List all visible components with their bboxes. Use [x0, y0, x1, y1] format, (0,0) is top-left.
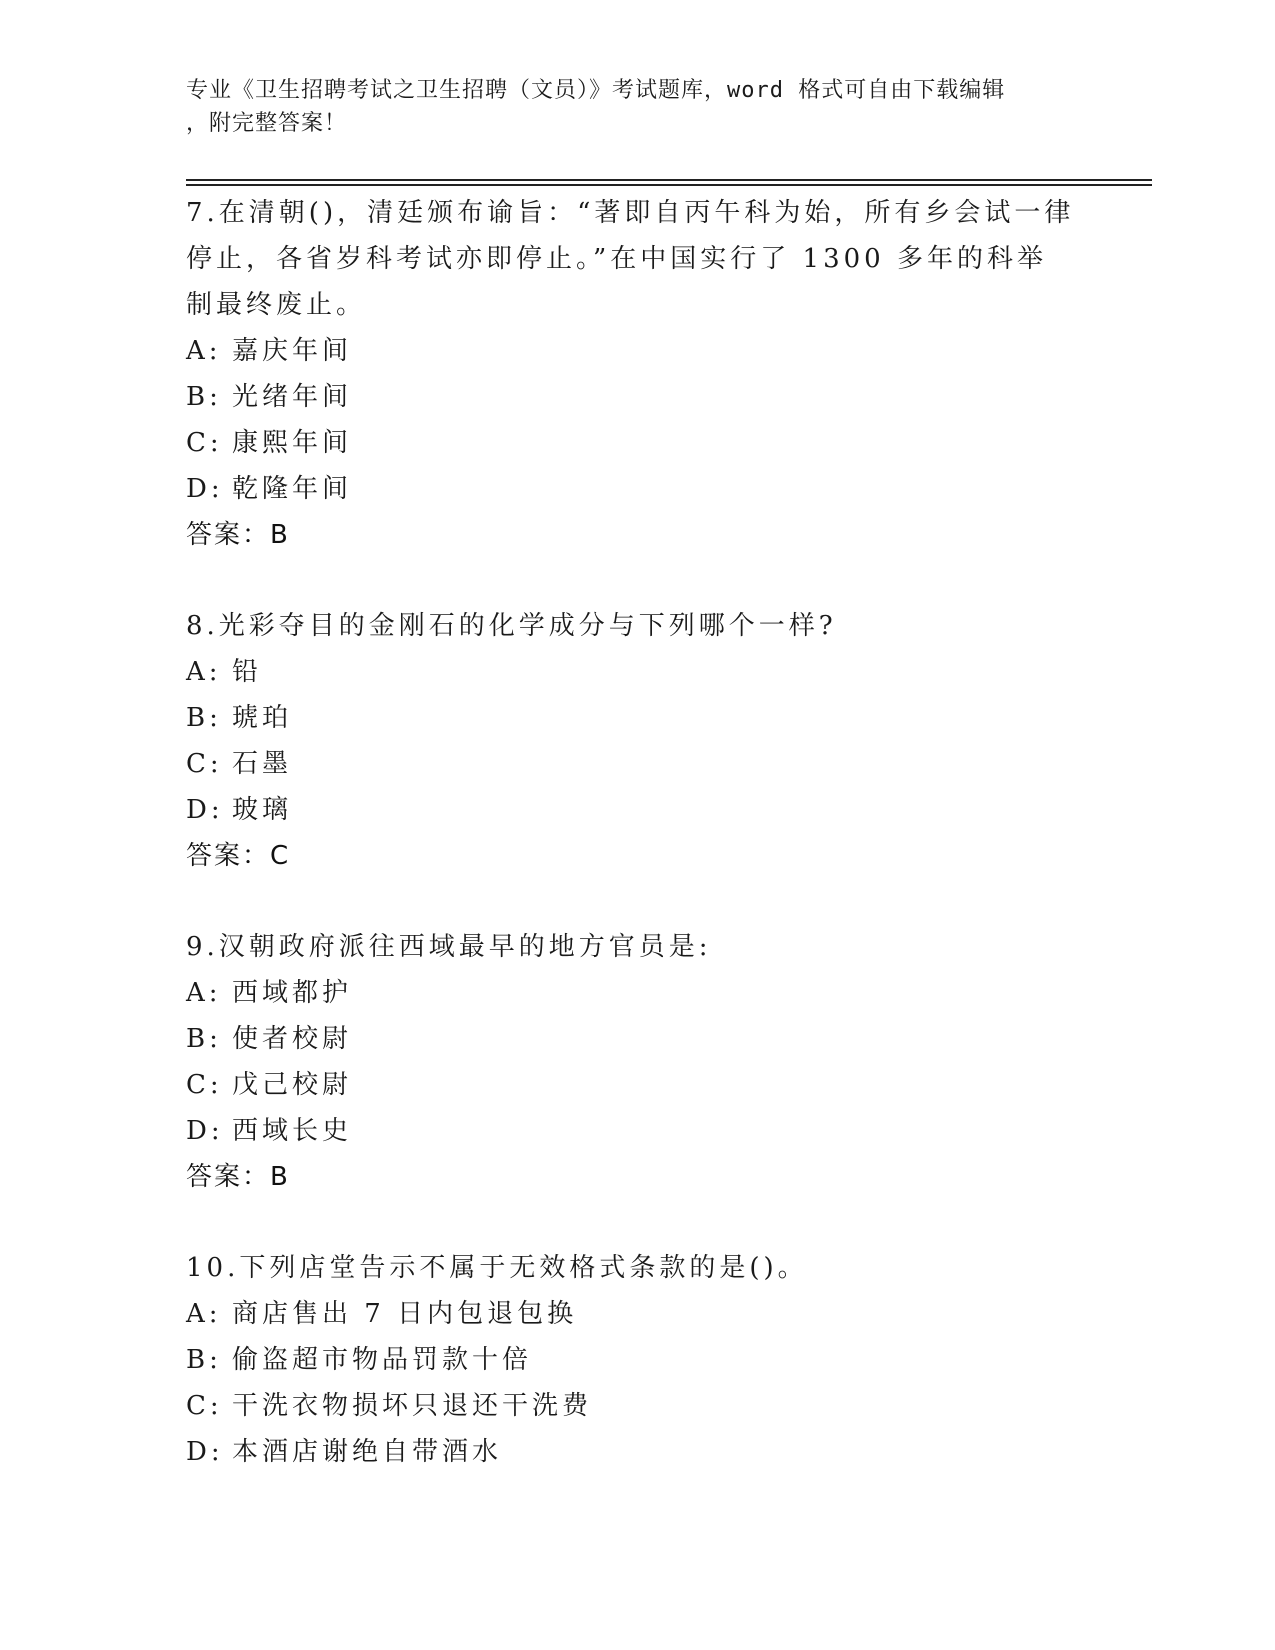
header-divider-bottom — [186, 184, 1152, 186]
option-label: 康熙年间 — [232, 428, 353, 458]
option-label: 乾隆年间 — [232, 474, 353, 504]
option-key: C: — [186, 749, 223, 779]
option-key: B: — [186, 703, 222, 733]
option-key: A: — [186, 978, 222, 1008]
option-key: D: — [186, 474, 224, 504]
question-8 — [186, 603, 1086, 879]
question-list — [186, 190, 1086, 1475]
option-c — [186, 741, 1086, 787]
answer-text: 答案：B — [186, 520, 290, 550]
answer-text: 答案：C — [186, 841, 291, 871]
option-b — [186, 1337, 1086, 1383]
question-10 — [186, 1245, 1086, 1475]
question-spacer — [186, 558, 1086, 603]
option-a — [186, 649, 1086, 695]
option-label: 戊己校尉 — [232, 1070, 353, 1100]
option-c — [186, 1383, 1086, 1429]
option-key: A: — [186, 1299, 222, 1329]
option-b — [186, 1016, 1086, 1062]
header-line-2: ，附完整答案！ — [186, 111, 348, 136]
option-label: 使者校尉 — [232, 1024, 353, 1054]
question-text: 10.下列店堂告示不属于无效格式条款的是()。 — [186, 1253, 808, 1283]
option-d — [186, 466, 1086, 512]
option-label: 琥珀 — [232, 703, 293, 733]
option-label: 玻璃 — [232, 795, 293, 825]
option-d — [186, 1429, 1086, 1475]
option-label: 西域长史 — [232, 1116, 353, 1146]
option-label: 石墨 — [232, 749, 293, 779]
option-label: 偷盗超市物品罚款十倍 — [232, 1345, 533, 1375]
header-divider-top — [186, 179, 1152, 181]
header-line-1: 专业《卫生招聘考试之卫生招聘（文员）》考试题库，word 格式可自由下载编辑 — [186, 78, 1006, 103]
option-b — [186, 695, 1086, 741]
question-9 — [186, 924, 1086, 1200]
option-key: D: — [186, 1116, 224, 1146]
option-d — [186, 787, 1086, 833]
option-key: A: — [186, 336, 222, 366]
option-label: 光绪年间 — [232, 382, 353, 412]
option-d — [186, 1108, 1086, 1154]
question-text: 9.汉朝政府派往西域最早的地方官员是: — [186, 932, 712, 962]
option-key: C: — [186, 428, 223, 458]
option-label: 西域都护 — [232, 978, 353, 1008]
question-text: 7.在清朝()，清廷颁布谕旨：“著即自丙午科为始，所有乡会试一律停止，各省岁科考试亦即停止。”在中国实行了 1300 多年的科举制最终废止。 — [186, 198, 1075, 320]
option-key: C: — [186, 1391, 223, 1421]
option-key: C: — [186, 1070, 223, 1100]
option-label: 本酒店谢绝自带酒水 — [232, 1437, 503, 1467]
option-a — [186, 328, 1086, 374]
question-7 — [186, 190, 1086, 558]
question-spacer — [186, 1200, 1086, 1245]
option-key: D: — [186, 795, 224, 825]
question-spacer — [186, 879, 1086, 924]
option-key: A: — [186, 657, 222, 687]
option-key: B: — [186, 1345, 222, 1375]
option-label: 嘉庆年间 — [232, 336, 353, 366]
option-c — [186, 420, 1086, 466]
document-header — [186, 74, 1076, 140]
option-c — [186, 1062, 1086, 1108]
option-key: B: — [186, 1024, 222, 1054]
question-text: 8.光彩夺目的金刚石的化学成分与下列哪个一样? — [186, 611, 837, 641]
option-key: B: — [186, 382, 222, 412]
option-b — [186, 374, 1086, 420]
option-key: D: — [186, 1437, 224, 1467]
option-a — [186, 970, 1086, 1016]
option-label: 干洗衣物损坏只退还干洗费 — [232, 1391, 593, 1421]
option-label: 商店售出 7 日内包退包换 — [232, 1299, 578, 1329]
option-label: 铅 — [232, 657, 263, 687]
option-a — [186, 1291, 1086, 1337]
answer-text: 答案：B — [186, 1162, 290, 1192]
